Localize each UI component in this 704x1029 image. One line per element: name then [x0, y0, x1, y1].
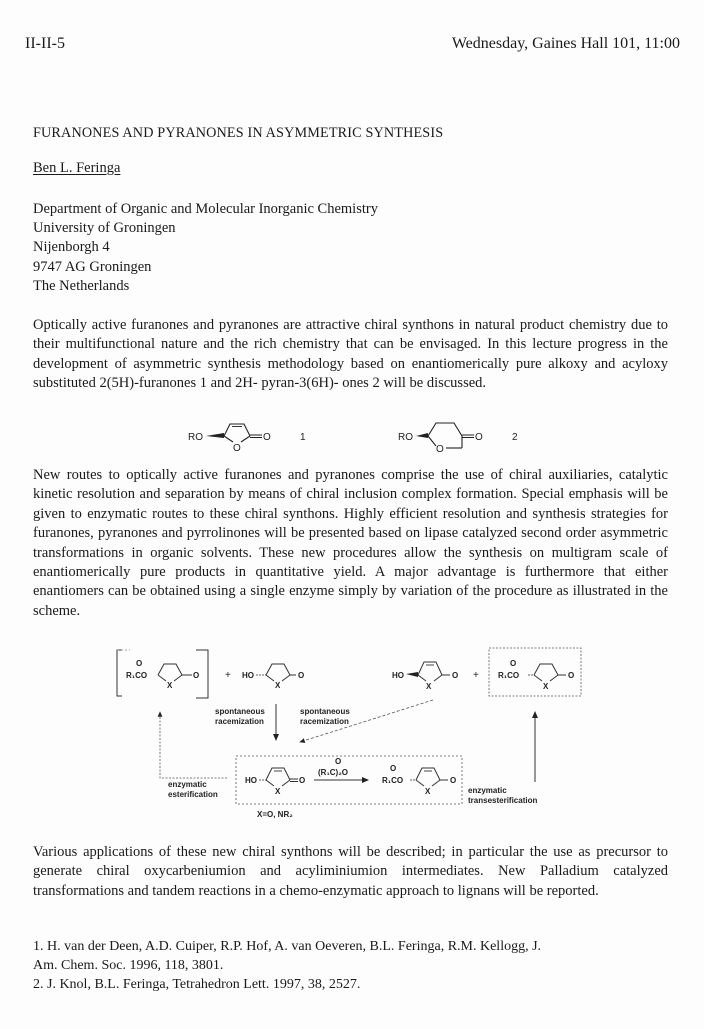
acyl-oxygen: O — [136, 659, 143, 668]
reference-2: 2. J. Knol, B.L. Feringa, Tetrahedron Lett. 1997, 38, 2527. — [33, 977, 361, 993]
compound-1-number: 1 — [300, 432, 306, 443]
session-schedule: Wednesday, Gaines Hall 101, 11:00 — [451, 35, 680, 52]
label-racemization-2: racemization — [300, 717, 349, 726]
reagent-anhydride: (R₁C)₂O — [318, 768, 348, 777]
label-spontaneous-2: spontaneous — [300, 707, 350, 716]
label-esterification: esterification — [168, 790, 218, 799]
acyl-oxygen: O — [510, 659, 517, 668]
abstract-paragraph-intro: Optically active furanones and pyranones are attractive chiral synthons in natural product chemistry due to their multifunctional nature and the rich chemistry that can be envisaged. In this lecture progress in the development of asymmetric synthesis methodology based on enantiomerically pure alkoxy and acyloxy substituted 2(5H)-furanones 1 and 2H- pyran-3(6H)- ones 2 will be discussed. — [33, 317, 668, 392]
label-racemization-1: racemization — [215, 717, 264, 726]
label-spontaneous-1: spontaneous — [215, 707, 265, 716]
compound-1-ro-label: RO — [188, 432, 203, 443]
author-name: Ben L. Feringa — [33, 160, 121, 176]
ring-heteroatom: X — [425, 787, 431, 796]
compound-1-structure — [188, 424, 306, 454]
acyl-group: R₁CO — [498, 671, 520, 680]
references-list — [33, 937, 673, 995]
acyl-group: R₁CO — [382, 776, 404, 785]
hydroxy-group: HO — [242, 671, 254, 680]
scheme-top-left-alcohol — [242, 664, 304, 690]
affiliation-city: 9747 AG Groningen — [33, 258, 152, 275]
acyl-oxygen: O — [390, 764, 397, 773]
compound-2-number: 2 — [512, 432, 518, 443]
reaction-scheme — [100, 632, 610, 827]
scheme-top-right-alcohol — [392, 662, 458, 691]
scheme-top-left-ester — [117, 650, 208, 698]
session-code: II-II-5 — [25, 35, 65, 52]
affiliation-country: The Netherlands — [33, 277, 130, 294]
plus-sign: + — [225, 670, 231, 681]
compound-2-ro-label: RO — [398, 432, 413, 443]
scheme-top-right-ester — [489, 648, 581, 696]
reagent-oxygen: O — [335, 757, 342, 766]
compound-2-carbonyl-oxygen: O — [475, 432, 483, 443]
carbonyl-oxygen: O — [299, 776, 306, 785]
scheme-center-ester — [382, 764, 456, 796]
paper-title: FURANONES AND PYRANONES IN ASYMMETRIC SYNTHESIS — [33, 125, 444, 141]
carbonyl-oxygen: O — [298, 671, 305, 680]
abstract-paragraph-applications: Various applications of these new chiral synthons will be described; in particular the use as precursor to generate chiral oxycarbeniumion and acyliminiumion intermediates. New Palladium catalyzed transformations and tandem reactions in a chemo-enzymatic approach to lignans will be reported. — [33, 844, 668, 899]
affiliation-department: Department of Organic and Molecular Inorganic Chemistry — [33, 201, 378, 217]
label-enzymatic-2: enzymatic — [468, 786, 507, 795]
carbonyl-oxygen: O — [450, 776, 457, 785]
compound-structures-figure — [180, 418, 540, 458]
reference-1-line-1: 1. H. van der Deen, A.D. Cuiper, R.P. Hof, A. van Oeveren, B.L. Feringa, R.M. Kellogg, J. — [33, 939, 542, 954]
x-definition-label: X=O, NR₂ — [257, 810, 293, 819]
carbonyl-oxygen: O — [568, 671, 575, 680]
compound-1-carbonyl-oxygen: O — [263, 432, 271, 443]
plus-sign: + — [473, 670, 479, 681]
label-enzymatic-1: enzymatic — [168, 780, 207, 789]
ring-heteroatom: X — [167, 681, 173, 690]
compound-2-structure — [398, 423, 518, 455]
compound-1-ring-oxygen: O — [233, 443, 241, 454]
scheme-center-alcohol — [245, 768, 305, 796]
acyl-group: R₁CO — [126, 671, 148, 680]
ring-heteroatom: X — [275, 681, 281, 690]
affiliation-university: University of Groningen — [33, 220, 176, 237]
abstract-paragraph-methods: New routes to optically active furanones and pyranones comprise the use of chiral auxiliaries, catalytic kinetic resolution and separation by means of chiral inclusion complex formation. Special emphasis will be given to enzymatic routes to these chiral synthons. Highly efficient resolution and synthesis strategies for furanones, pyranones and pyrrolinones will be presented based on lipase catalyzed second order asymmetric transformations in organic solvents. These new procedures allow the synthesis on multigram scale of enantiomerically pure products in quantitative yield. A major advantage is furthermore that either enantiomers can be obtained using a single enzyme simply by variation of the procedure as illustrated in the scheme. — [33, 467, 668, 619]
affiliation-street: Nijenborgh 4 — [33, 239, 110, 256]
compound-2-ring-oxygen: O — [436, 444, 444, 455]
hydroxy-group: HO — [245, 776, 257, 785]
ring-heteroatom: X — [426, 682, 432, 691]
ring-heteroatom: X — [275, 787, 281, 796]
reference-1-line-2: Am. Chem. Soc. 1996, 118, 3801. — [33, 958, 224, 974]
carbonyl-oxygen: O — [452, 671, 459, 680]
ring-heteroatom: X — [543, 682, 549, 691]
hydroxy-group: HO — [392, 671, 404, 680]
carbonyl-oxygen: O — [193, 671, 200, 680]
affiliation-block — [33, 200, 378, 296]
label-transesterification: transesterification — [468, 796, 538, 805]
